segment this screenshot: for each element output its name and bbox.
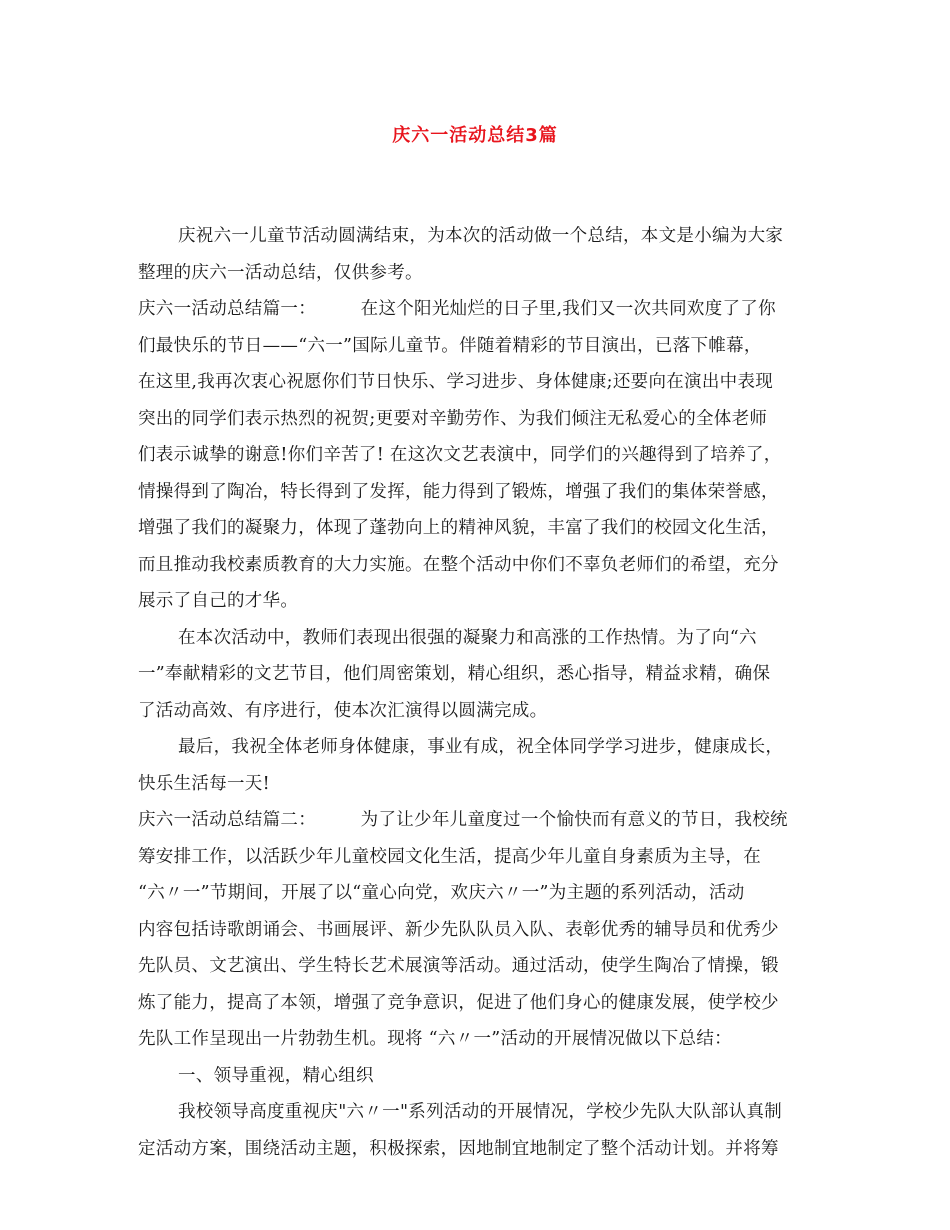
text-line: 而且推动我校素质教育的大力实施。在整个活动中你们不辜负老师们的希望，充分: [138, 554, 779, 575]
text-line: 庆祝六一儿童节活动圆满结束，为本次的活动做一个总结，本文是小编为大家: [178, 226, 784, 246]
document-body: [138, 218, 828, 1167]
text-line: 突出的同学们表示热烈的祝贺;更要对辛勤劳作、为我们倾注无私爱心的全体老师: [138, 408, 768, 429]
text-line: 炼了能力，提高了本领，增强了竞争意识，促进了他们身心的健康发展，使学校少: [138, 992, 779, 1013]
text-line: “六〃一”节期间，开展了以“童心向党，欢庆六〃一”为主题的系列活动，活动: [138, 883, 745, 903]
text-line: 们表示诚挚的谢意!你们辛苦了! 在这次文艺表演中，同学们的兴趣得到了培养了，: [138, 445, 782, 465]
section-heading-line: 庆六一活动总结篇一： 在这个阳光灿烂的日子里,我们又一次共同欢度了了你: [138, 299, 776, 319]
text-line: 内容包括诗歌朗诵会、书画展评、新少先队队员入队、表彰优秀的辅导员和优秀少: [138, 919, 779, 940]
text-line: 在这里,我再次衷心祝愿你们节日快乐、学习进步、身体健康;还要向在演出中表现: [138, 372, 774, 392]
text-line: 情操得到了陶冶，特长得到了发挥，能力得到了锻炼，增强了我们的集体荣誉感，: [138, 481, 779, 502]
text-line: 展示了自己的才华。: [138, 591, 299, 611]
document-title: 庆六一活动总结3篇: [392, 125, 558, 146]
section-heading-line: 庆六一活动总结篇二： 为了让少年儿童度过一个愉快而有意义的节日，我校统: [138, 810, 788, 830]
text-line: 我校领导高度重视庆"六〃一"系列活动的开展情况，学校少先队大队部认真制: [178, 1102, 783, 1122]
subheading-line: 一、领导重视，精心组织: [178, 1065, 374, 1086]
text-line: 了活动高效、有序进行，使本次汇演得以圆满完成。: [138, 700, 548, 721]
text-line: 先队工作呈现出一片勃勃生机。现将 “六〃一”活动的开展情况做以下总结：: [138, 1029, 732, 1049]
text-line: 先队员、文艺演出、学生特长艺术展演等活动。通过活动，使学生陶冶了情操，锻: [138, 956, 779, 976]
text-line: 一”奉献精彩的文艺节目，他们周密策划，精心组织，悉心指导，精益求精，确保: [138, 664, 771, 684]
text-line: 们最快乐的节日——“六一”国际儿童节。伴随着精彩的节目演出，已落下帷幕，: [138, 335, 762, 356]
text-line: 增强了我们的凝聚力，体现了蓬勃向上的精神风貌，丰富了我们的校园文化生活，: [138, 518, 779, 538]
text-line: 快乐生活每一天!: [138, 773, 270, 794]
text-line: 在本次活动中，教师们表现出很强的凝聚力和高涨的工作热情。为了向“六: [178, 627, 757, 648]
text-line: 最后，我祝全体老师身体健康，事业有成，祝全体同学学习进步，健康成长，: [178, 737, 784, 757]
text-line: 整理的庆六一活动总结，仅供参考。: [138, 262, 423, 283]
text-line: 筹安排工作，以活跃少年儿童校园文化生活，提高少年儿童自身素质为主导，在: [138, 846, 761, 867]
text-line: 定活动方案，围绕活动主题，积极探索，因地制宜地制定了整个活动计划。并将筹: [138, 1138, 779, 1159]
